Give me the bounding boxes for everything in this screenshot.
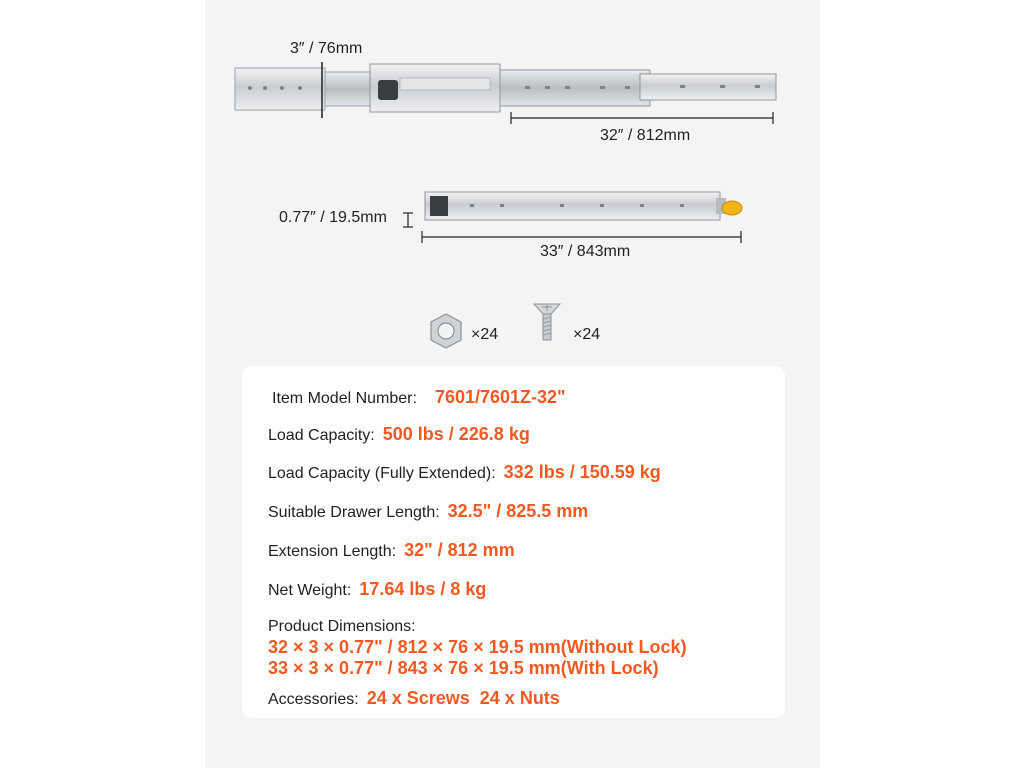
closed-length-label: 33″ / 843mm — [540, 243, 631, 260]
spec-model-label: Item Model Number: — [272, 390, 417, 407]
spec-load-row — [268, 424, 530, 445]
spec-drawer-length-label: Suitable Drawer Length: — [268, 504, 440, 521]
spec-extension-length-value: 32" / 812 mm — [404, 540, 515, 560]
spec-model-value: 7601/7601Z-32" — [434, 387, 566, 407]
nut-quantity: ×24 — [471, 326, 499, 343]
spec-accessories-row — [268, 688, 560, 709]
spec-card — [242, 366, 785, 718]
spec-net-weight-row — [268, 579, 486, 600]
spec-drawer-length-value: 32.5" / 825.5 mm — [447, 501, 589, 521]
spec-extension-length-row — [268, 540, 515, 561]
spec-accessories-nuts: 24 x Nuts — [479, 688, 560, 708]
spec-load-value: 500 lbs / 226.8 kg — [382, 424, 530, 444]
thickness-dimension-label: 0.77″ / 19.5mm — [279, 209, 387, 226]
spec-extension-length-label: Extension Length: — [268, 543, 397, 560]
spec-load-extended-row — [268, 462, 661, 483]
height-dimension-label: 3″ / 76mm — [290, 40, 363, 57]
spec-net-weight-label: Net Weight: — [268, 582, 352, 599]
extended-length-label: 32″ / 812mm — [600, 127, 691, 144]
spec-accessories-label: Accessories: — [268, 691, 359, 708]
spec-load-label: Load Capacity: — [268, 427, 375, 444]
spec-net-weight-value: 17.64 lbs / 8 kg — [359, 579, 487, 599]
spec-load-extended-label: Load Capacity (Fully Extended): — [268, 465, 496, 482]
spec-accessories-screws: 24 x Screws — [366, 688, 470, 708]
screw-quantity: ×24 — [573, 326, 601, 343]
spec-load-extended-value: 332 lbs / 150.59 kg — [503, 462, 661, 482]
screw-icon — [533, 302, 561, 342]
spec-dimensions-label: Product Dimensions: — [268, 618, 416, 635]
spec-dimensions-line1: 32 × 3 × 0.77" / 812 × 76 × 19.5 mm(Without Lock) — [268, 637, 687, 657]
spec-model-row — [272, 387, 566, 408]
spec-dimensions-line2: 33 × 3 × 0.77" / 843 × 76 × 19.5 mm(With Lock) — [268, 658, 659, 678]
spec-drawer-length-row — [268, 501, 588, 522]
nut-icon — [428, 313, 464, 349]
